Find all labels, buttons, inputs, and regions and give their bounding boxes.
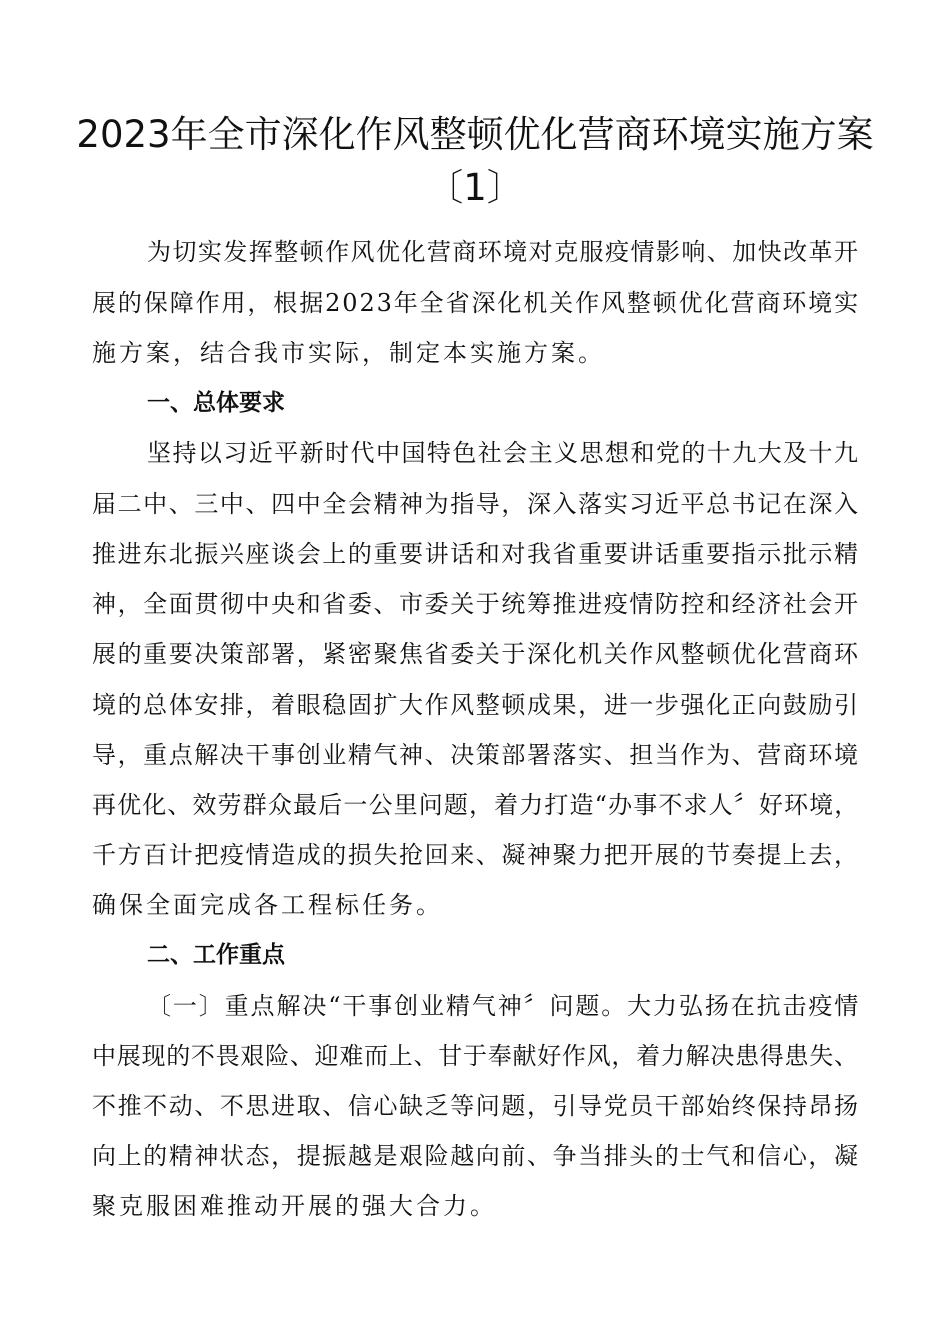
- section-heading-overall-requirements: 一、总体要求: [147, 390, 285, 416]
- section1-line: 神，全面贯彻中央和省委、市委关于统筹推进疫情防控和经济社会开: [92, 590, 860, 618]
- section1-line: 推进东北振兴座谈会上的重要讲话和对我省重要讲话重要指示批示精: [92, 540, 860, 568]
- section1-line: 千方百计把疫情造成的损失抢回来、凝神聚力把开展的节奏提上去，: [92, 841, 860, 869]
- section2-line: 不推不动、不思进取、信心缺乏等问题，引导党员干部始终保持昂扬: [92, 1092, 860, 1120]
- section2-line: 〔一〕重点解决“干事创业精气神〞问题。大力弘扬在抗击疫情: [147, 992, 861, 1020]
- document-title: 2023年全市深化作风整顿优化营商环境实施方案: [76, 113, 874, 156]
- document-title-number: 〔1〕: [426, 166, 524, 209]
- section1-line: 确保全面完成各工程标任务。: [92, 891, 443, 919]
- intro-line: 为切实发挥整顿作风优化营商环境对克服疫情影响、加快改革开: [147, 238, 860, 266]
- section2-line: 中展现的不畏艰险、迎难而上、甘于奉献好作风，着力解决患得患失、: [92, 1042, 859, 1070]
- intro-line: 施方案，结合我市实际，制定本实施方案。: [92, 339, 605, 367]
- section1-line: 坚持以习近平新时代中国特色社会主义思想和党的十九大及十九: [147, 439, 860, 467]
- section1-line: 展的重要决策部署，紧密聚焦省委关于深化机关作风整顿优化营商环: [92, 640, 860, 668]
- section2-line: 聚克服困难推动开展的强大合力。: [92, 1192, 497, 1220]
- section1-line: 届二中、三中、四中全会精神为指导，深入落实习近平总书记在深入: [92, 490, 860, 518]
- section-heading-work-priorities: 二、工作重点: [147, 942, 285, 968]
- intro-line: 展的保障作用，根据2023年全省深化机关作风整顿优化营商环境实: [92, 289, 860, 317]
- section1-line: 导，重点解决干事创业精气神、决策部署落实、担当作为、营商环境: [92, 741, 860, 769]
- section2-line: 向上的精神状态，提振越是艰险越向前、争当排头的士气和信心，凝: [92, 1142, 860, 1170]
- section1-line: 再优化、效劳群众最后一公里问题，着力打造“办事不求人〞好环境，: [92, 791, 860, 819]
- section1-line: 境的总体安排，着眼稳固扩大作风整顿成果，进一步强化正向鼓励引: [92, 691, 860, 719]
